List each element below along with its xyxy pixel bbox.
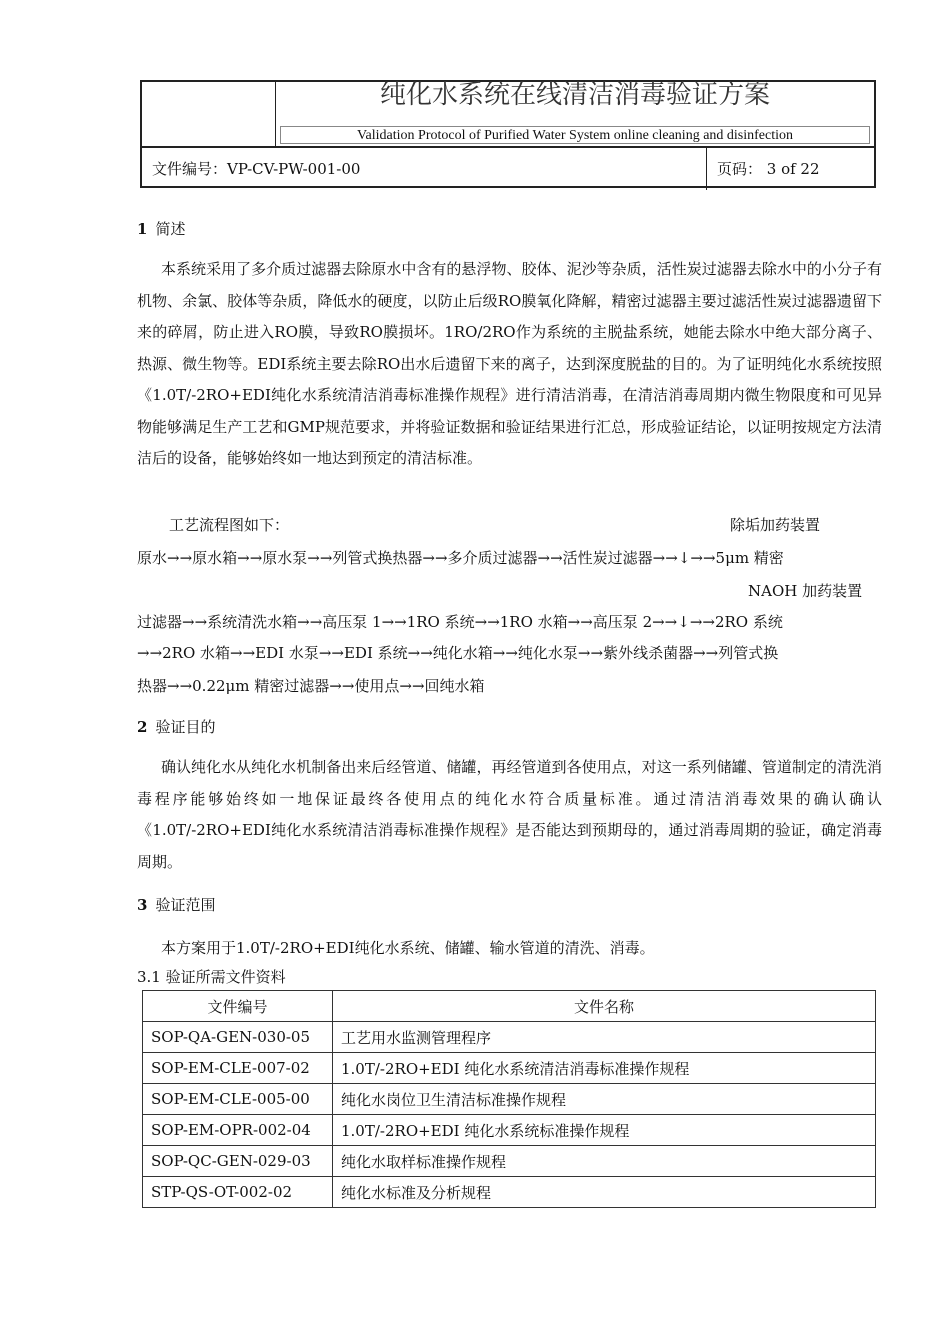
section-1-text: 本系统采用了多介质过滤器去除原水中含有的悬浮物、胶体、泥沙等杂质，活性炭过滤器去除水中的小分子有机物、余氯、胶体等杂质，降低水的硬度，以防止后级RO膜氧化降解，精密过滤器主要过滤活性炭过滤器遗留下来的碎屑，防止进入RO膜，导致RO膜损坏。1RO/2RO作为系统的主脱盐系统，她能去除水中绝大部分离子、热源、微生物等。EDI系统主要去除RO出水后遗留下来的离子，达到深度脱盐的目的。为了证明纯化水系统按照《1.0T/-2RO+EDI纯化水系统清洁消毒标准操作规程》进行清洁消毒，在清洁消毒周期内微生物限度和可见异物能够满足生产工艺和GMP规范要求，并将验证数据和验证结果进行汇总，形成验证结论，以证明按规定方法清洁后的设备，能够始终如一地达到预定的清洁标准。 [137, 260, 882, 467]
section-1-heading [137, 218, 185, 239]
flow-line-3 [137, 642, 882, 663]
table-cell: 工艺用水监测管理程序 [333, 1022, 876, 1053]
table-cell: 纯化水取样标准操作规程 [333, 1146, 876, 1177]
table-header-row [143, 991, 876, 1022]
table-header-cell: 文件名称 [333, 991, 876, 1022]
flow-line-4: 热器→→0.22μm 精密过滤器→→使用点→→回纯水箱 [137, 677, 485, 695]
section-2-heading [137, 716, 215, 737]
section-3-number: 3 [137, 896, 148, 914]
logo-cell [142, 82, 276, 146]
page-number: 页码： 3 of 22 [706, 148, 877, 190]
table-row [143, 1022, 876, 1053]
section-3-1-heading: 3.1 验证所需文件资料 [137, 968, 286, 986]
section-3-paragraph [137, 933, 882, 965]
section-3-title: 验证范围 [155, 896, 216, 914]
section-1-paragraph [137, 254, 882, 475]
flow-label: 工艺流程图如下： [169, 516, 290, 534]
flow-line-2-text: 过滤器→→系统清洗水箱→→高压泵 1→→1RO 系统→→1RO 水箱→→高压泵 2→→↓→→2RO 系统 [137, 613, 783, 631]
section-2-number: 2 [137, 718, 148, 736]
table-cell: SOP-EM-OPR-002-04 [143, 1115, 333, 1146]
table-cell: SOP-QA-GEN-030-05 [143, 1022, 333, 1053]
table-row [143, 1146, 876, 1177]
documents-table [142, 990, 876, 1208]
table-cell: 纯化水岗位卫生清洁标准操作规程 [333, 1084, 876, 1115]
section-2-text: 确认纯化水从纯化水机制备出来后经管道、储罐，再经管道到各使用点，对这一系列储罐、管道制定的清洗消毒程序能够始终如一地保证最终各使用点的纯化水符合质量标准。通过清洁消毒效果的确认确认《1.0T/-2RO+EDI纯化水系统清洁消毒标准操作规程》是否能达到预期母的，通过消毒周期的验证，确定消毒周期。 [137, 758, 882, 871]
table-cell: SOP-EM-CLE-005-00 [143, 1084, 333, 1115]
table-cell: 1.0T/-2RO+EDI 纯化水系统清洁消毒标准操作规程 [333, 1053, 876, 1084]
flow-line-1-text: 原水→→原水箱→→原水泵→→列管式换热器→→多介质过滤器→→活性炭过滤器→→↓→→5μm 精密 [137, 549, 784, 567]
document-header [140, 80, 876, 188]
table-row [143, 1053, 876, 1084]
section-1-title: 简述 [155, 220, 186, 238]
section-2-title: 验证目的 [155, 718, 216, 736]
document-subtitle: Validation Protocol of Purified Water System online cleaning and disinfection [280, 126, 870, 144]
table-row [143, 1115, 876, 1146]
flow-line-2 [137, 611, 882, 632]
flow-note-naoh: NAOH 加药装置 [748, 582, 863, 600]
section-2-paragraph [137, 752, 882, 878]
table-cell: 1.0T/-2RO+EDI 纯化水系统标准操作规程 [333, 1115, 876, 1146]
table-cell: STP-QS-OT-002-02 [143, 1177, 333, 1208]
table-cell: SOP-QC-GEN-029-03 [143, 1146, 333, 1177]
section-3-heading [137, 894, 215, 915]
table-row [143, 1084, 876, 1115]
table-cell: SOP-EM-CLE-007-02 [143, 1053, 333, 1084]
table-header-cell: 文件编号 [143, 991, 333, 1022]
flow-line-1 [137, 547, 882, 568]
header-info-row [142, 146, 874, 190]
flow-note-descaling: 除垢加药装置 [730, 516, 821, 534]
document-number: 文件编号：VP-CV-PW-001-00 [152, 160, 361, 178]
table-row [143, 1177, 876, 1208]
flow-line-3-text: →→2RO 水箱→→EDI 水泵→→EDI 系统→→纯化水箱→→纯化水泵→→紫外线杀菌器→→列管式换 [137, 644, 779, 662]
table-cell: 纯化水标准及分析规程 [333, 1177, 876, 1208]
section-1-number: 1 [137, 220, 148, 238]
section-3-text: 本方案用于1.0T/-2RO+EDI纯化水系统、储罐、输水管道的清洗、消毒。 [161, 939, 655, 957]
document-title: 纯化水系统在线清洁消毒验证方案 [379, 80, 770, 110]
